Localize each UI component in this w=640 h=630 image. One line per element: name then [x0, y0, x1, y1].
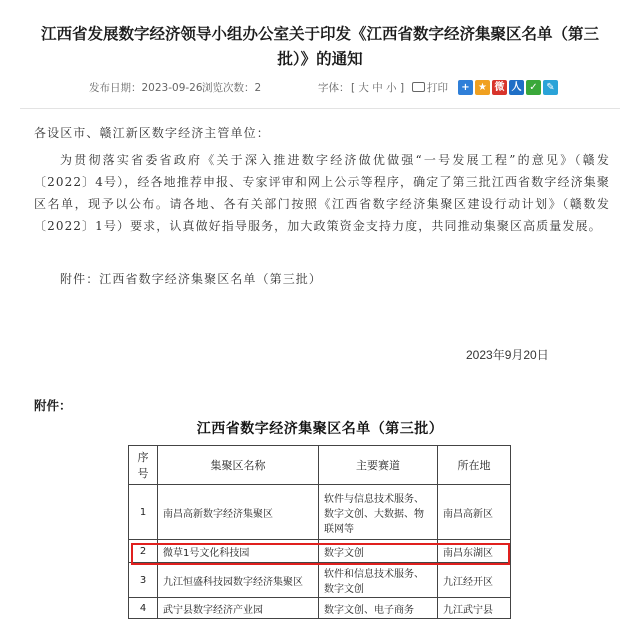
salutation: 各设区市、赣江新区数字经济主管单位： [34, 126, 270, 140]
row-location: 九江武宁县 [438, 598, 511, 619]
divider [20, 108, 620, 109]
row-name: 九江恒盛科技园数字经济集聚区 [158, 563, 319, 598]
row-no: 2 [129, 540, 158, 563]
printer-icon [412, 82, 425, 92]
row-track: 数字文创 [319, 540, 438, 563]
view-count: 浏览次数：2 [202, 82, 262, 94]
row-location: 南昌东湖区 [438, 540, 511, 563]
attachment-table-title: 江西省数字经济集聚区名单（第三批） [196, 421, 444, 437]
header-no: 序号 [129, 446, 158, 485]
publish-date: 发布日期：2023-09-26 [89, 82, 203, 94]
cluster-list-table [128, 445, 511, 619]
share-pen-icon[interactable]: ✎ [543, 80, 558, 95]
font-size-options[interactable]: [ 大 中 小 ] [351, 82, 405, 94]
row-track: 软件与信息技术服务、数字文创、大数据、物联网等 [319, 485, 438, 540]
share-renren-icon[interactable]: 人 [509, 80, 524, 95]
attachment-label: 附件： [34, 398, 72, 413]
header-name: 集聚区名称 [158, 446, 319, 485]
header-track: 主要赛道 [319, 446, 438, 485]
row-track: 数字文创、电子商务 [319, 598, 438, 619]
row-location: 南昌高新区 [438, 485, 511, 540]
print-button[interactable] [412, 80, 448, 95]
table-header-row [129, 446, 511, 485]
signature-date: 2023年9月20日 [466, 348, 549, 362]
share-plus-icon[interactable]: + [458, 80, 473, 95]
article-title: 江西省发展数字经济领导小组办公室关于印发《江西省数字经济集聚区名单（第三批）》的通知 [40, 25, 599, 68]
row-no: 4 [129, 598, 158, 619]
row-no: 3 [129, 563, 158, 598]
row-highlight-box [131, 543, 510, 565]
row-name: 武宁县数字经济产业园 [158, 598, 319, 619]
print-label: 打印 [427, 82, 448, 94]
table-row [129, 563, 511, 598]
row-location: 九江经开区 [438, 563, 511, 598]
table-row [129, 485, 511, 540]
attachment-reference[interactable]: 附件：江西省数字经济集聚区名单（第三批） [60, 272, 323, 286]
body-paragraph: 为贯彻落实省委省政府《关于深入推进数字经济做优做强“一号发展工程”的意见》（赣发〔2022〕4号），经各地推荐申报、专家评审和网上公示等程序，确定了第三批江西省数字经济集聚区名单，现予以公布。请各地、各有关部门按照《江西省数字经济集聚区建设行动计划》（赣数发〔2022〕1号）要求，认真做好指导服务，加大政策资金支持力度，共同推动集聚区高质量发展。 [34, 153, 610, 233]
table-row [129, 598, 511, 619]
row-name: 微草1号文化科技园 [158, 540, 319, 563]
share-wechat-icon[interactable]: ✓ [526, 80, 541, 95]
row-name: 南昌高新数字经济集聚区 [158, 485, 319, 540]
share-star-icon[interactable]: ★ [475, 80, 490, 95]
font-size-label: 字体： [318, 82, 350, 94]
row-no: 1 [129, 485, 158, 540]
share-weibo-icon[interactable]: 微 [492, 80, 507, 95]
row-track: 软件和信息技术服务、数字文创 [319, 563, 438, 598]
header-location: 所在地 [438, 446, 511, 485]
